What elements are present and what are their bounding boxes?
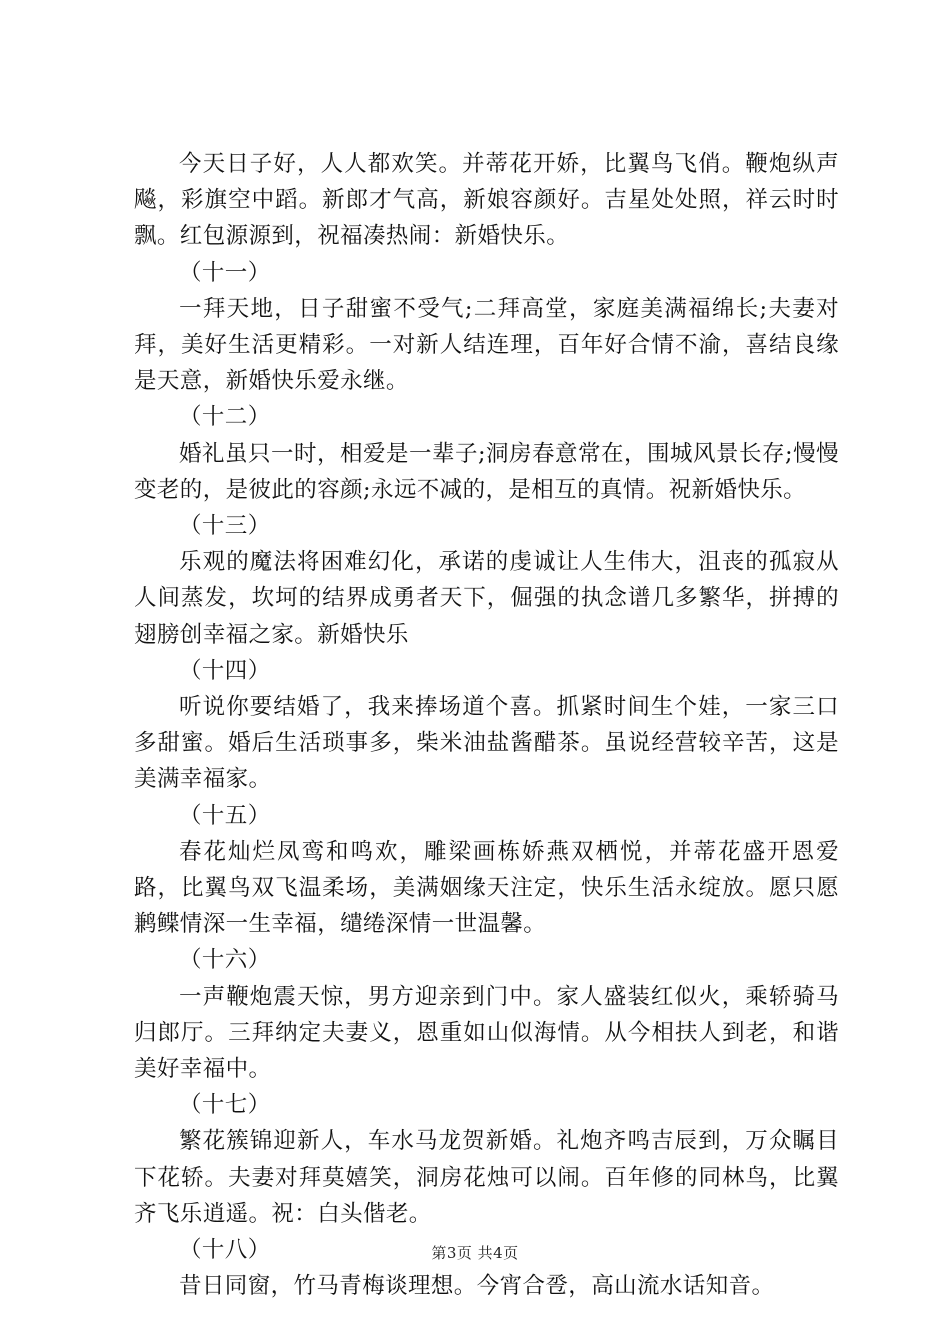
paragraph: 婚礼虽只一时，相爱是一辈子;洞房春意常在，围城风景长存;慢慢变老的，是彼此的容颜;永远不减的，是相互的真情。祝新婚快乐。 — [134, 440, 839, 503]
section-heading: （十三） — [179, 513, 271, 540]
section-heading: （十六） — [179, 947, 271, 974]
paragraph: 繁花簇锦迎新人，车水马龙贺新婚。礼炮齐鸣吉辰到，万众瞩目下花轿。夫妻对拜莫嬉笑，洞房花烛可以闹。百年修的同林鸟，比翼齐飞乐逍遥。祝：白头偕老。 — [134, 1128, 839, 1227]
paragraph: 听说你要结婚了，我来捧场道个喜。抓紧时间生个娃，一家三口多甜蜜。婚后生活琐事多，柴米油盐酱醋茶。虽说经营较辛苦，这是美满幸福家。 — [134, 694, 839, 793]
paragraph: 今天日子好，人人都欢笑。并蒂花开娇，比翼鸟飞俏。鞭炮纵声飚，彩旗空中蹈。新郎才气高，新娘容颜好。吉星处处照，祥云时时飘。红包源源到，祝福凑热闹：新婚快乐。 — [134, 151, 839, 250]
paragraph: 乐观的魔法将困难幻化，承诺的虔诚让人生伟大，沮丧的孤寂从人间蒸发，坎坷的结界成勇者天下，倔强的执念谱几多繁华，拼搏的翅膀创幸福之家。新婚快乐 — [134, 549, 839, 648]
section-heading: （十二） — [179, 404, 271, 431]
section-heading: （十八） — [179, 1237, 271, 1264]
paragraph: 春花灿烂凤鸾和鸣欢，雕梁画栋娇燕双栖悦，并蒂花盛开恩爱路，比翼鸟双飞温柔场，美满姻缘天注定，快乐生活永绽放。愿只愿鹣鲽情深一生幸福，缱绻深情一世温馨。 — [134, 838, 839, 938]
section-heading: （十五） — [179, 802, 271, 829]
section-heading: （十四） — [179, 657, 271, 684]
page-footer: 第3页 共4页 — [431, 1244, 519, 1262]
paragraph: 一拜天地，日子甜蜜不受气;二拜高堂，家庭美满福绵长;夫妻对拜，美好生活更精彩。一对新人结连理，百年好合情不渝，喜结良缘是天意，新婚快乐爱永继。 — [134, 295, 839, 395]
paragraph: 昔日同窗，竹马青梅谈理想。今宵合卺，高山流水话知音。 — [179, 1273, 775, 1300]
section-heading: （十七） — [179, 1092, 271, 1119]
section-heading: （十一） — [179, 259, 271, 286]
document-body — [134, 146, 839, 1305]
paragraph: 一声鞭炮震天惊，男方迎亲到门中。家人盛装红似火，乘轿骑马归郎厅。三拜纳定夫妻义，恩重如山似海情。从今相扶人到老，和谐美好幸福中。 — [134, 983, 839, 1083]
